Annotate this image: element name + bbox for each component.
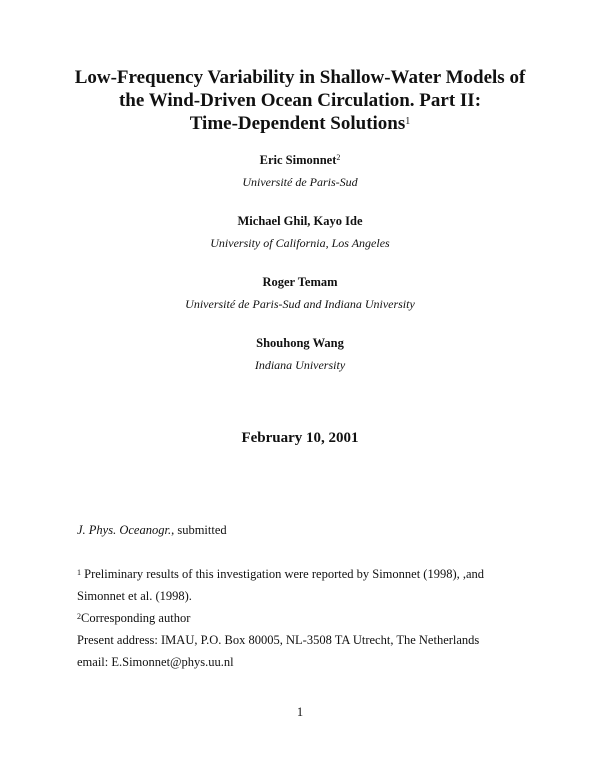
title-line-3 [0,112,600,135]
footnote-2-line [77,610,190,626]
author-name: Roger Temam [262,275,338,289]
author-name: Shouhong Wang [256,336,344,350]
title-line-2: the Wind-Driven Ocean Circulation. Part II: [118,90,482,111]
title-line-3-text: Time-Dependent Solutions [189,113,406,134]
title-line-1: Low-Frequency Variability in Shallow-Water Models of [74,67,526,88]
author-name-text: Eric Simonnet [259,153,337,167]
author-block-wang [0,335,600,373]
journal-status: , submitted [171,523,227,537]
author-block-ghil-ide [0,213,600,251]
footnote-1-line-2: Simonnet et al. (1998). [77,589,192,603]
journal-name: J. Phys. Oceanogr. [77,523,172,537]
author-affiliation: University of California, Los Angeles [210,236,390,250]
author-affiliation: Indiana University [254,358,346,372]
author-name [0,152,600,168]
title-footnote-mark: 1 [405,116,411,127]
publication-date: February 10, 2001 [241,430,359,446]
author-block-simonnet [0,152,600,190]
footnote-1-mark: 1 [77,568,81,577]
footnote-2-mark: 2 [77,612,81,621]
paper-title [0,66,600,135]
present-address: Present address: IMAU, P.O. Box 80005, NL-3508 TA Utrecht, The Netherlands [77,633,480,647]
footnote-1-text: Preliminary results of this investigation were reported by Simonnet (1998), ,and [81,567,485,581]
author-affiliation: Université de Paris-Sud [242,175,358,189]
contact-email: email: E.Simonnet@phys.uu.nl [77,655,234,669]
journal-line [77,522,227,538]
footnote-2-text: Corresponding author [81,611,191,625]
author-block-temam [0,274,600,312]
author-affiliation: Université de Paris-Sud and Indiana University [185,297,415,311]
author-name: Michael Ghil, Kayo Ide [237,214,363,228]
footnote-1-line-1 [77,566,484,582]
author-footnote-mark: 2 [336,153,341,162]
page-number: 1 [296,705,304,719]
